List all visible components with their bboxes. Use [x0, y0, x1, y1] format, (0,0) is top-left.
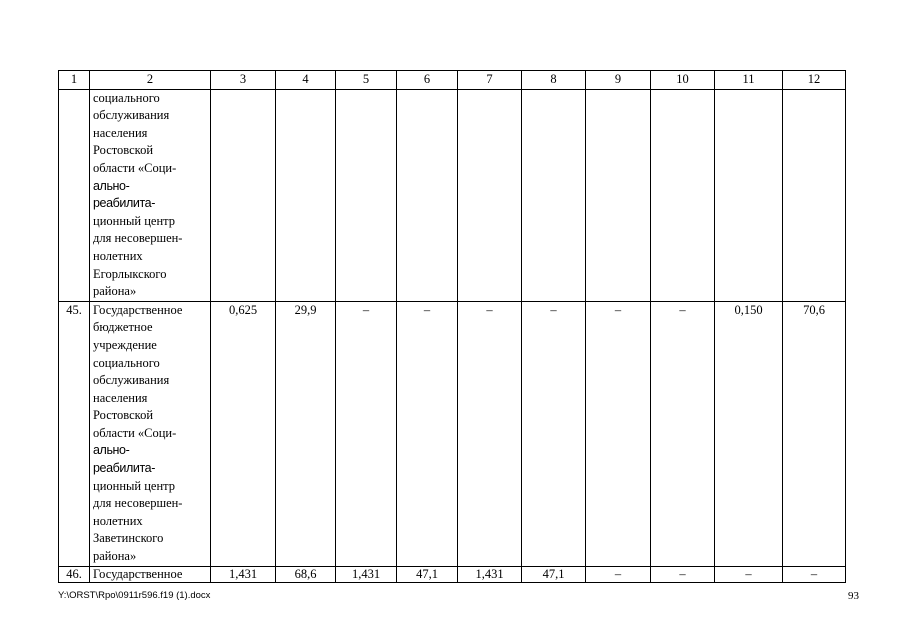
name-line: района»	[93, 549, 137, 564]
institution-name-cell	[90, 566, 211, 582]
value-cell	[522, 89, 586, 301]
value-cell	[276, 89, 336, 301]
name-line: Ростовской	[93, 408, 154, 423]
value-cell: –	[651, 301, 715, 566]
value-cell: 47,1	[522, 566, 586, 582]
name-line: Государственное	[93, 302, 183, 317]
name-line: области «Соци-	[93, 425, 177, 440]
data-table	[58, 70, 846, 583]
value-cell: –	[783, 566, 846, 582]
value-cell: 0,150	[715, 301, 783, 566]
value-cell: –	[522, 301, 586, 566]
value-cell: 1,431	[336, 566, 397, 582]
name-line: нолетних	[93, 248, 143, 263]
table-row	[59, 89, 846, 301]
header-cell: 6	[397, 71, 458, 90]
table-header-row	[59, 71, 846, 90]
name-line: социального	[93, 355, 160, 370]
header-cell: 12	[783, 71, 846, 90]
name-line: нолетних	[93, 513, 143, 528]
value-cell: 47,1	[397, 566, 458, 582]
value-cell	[651, 89, 715, 301]
value-cell: –	[586, 566, 651, 582]
row-number: 45.	[59, 301, 90, 566]
name-line: ально-	[93, 443, 130, 458]
header-cell: 9	[586, 71, 651, 90]
header-cell: 1	[59, 71, 90, 90]
name-line: реабилита-	[93, 461, 155, 476]
name-line: реабилита-	[93, 196, 155, 211]
name-line: для несовершен-	[93, 231, 183, 246]
row-number: 46.	[59, 566, 90, 582]
header-cell: 8	[522, 71, 586, 90]
name-line: населения	[93, 390, 148, 405]
value-cell: 70,6	[783, 301, 846, 566]
value-cell: –	[715, 566, 783, 582]
header-cell: 4	[276, 71, 336, 90]
value-cell	[458, 89, 522, 301]
name-line: Государственное	[93, 566, 183, 581]
value-cell	[336, 89, 397, 301]
name-line: учреждение	[93, 337, 157, 352]
header-cell: 5	[336, 71, 397, 90]
table-row	[59, 566, 846, 582]
value-cell: –	[458, 301, 522, 566]
value-cell: 68,6	[276, 566, 336, 582]
value-cell	[397, 89, 458, 301]
name-line: ально-	[93, 178, 130, 193]
value-cell: 1,431	[458, 566, 522, 582]
header-cell: 2	[90, 71, 211, 90]
value-cell: –	[397, 301, 458, 566]
name-line: для несовершен-	[93, 496, 183, 511]
value-cell	[783, 89, 846, 301]
value-cell	[211, 89, 276, 301]
name-line: области «Соци-	[93, 160, 177, 175]
header-cell: 11	[715, 71, 783, 90]
header-cell: 10	[651, 71, 715, 90]
footer-file-path: Y:\ORST\Rpo\0911r596.f19 (1).docx	[58, 590, 211, 601]
name-line: ционный центр	[93, 478, 176, 493]
name-line: бюджетное	[93, 320, 153, 335]
value-cell: –	[336, 301, 397, 566]
header-cell: 3	[211, 71, 276, 90]
table-row	[59, 301, 846, 566]
name-line: социального	[93, 90, 160, 105]
value-cell: 0,625	[211, 301, 276, 566]
value-cell: –	[586, 301, 651, 566]
institution-name-cell	[90, 89, 211, 301]
name-line: обслуживания	[93, 373, 170, 388]
value-cell	[586, 89, 651, 301]
name-line: обслуживания	[93, 108, 170, 123]
value-cell	[715, 89, 783, 301]
value-cell: 29,9	[276, 301, 336, 566]
name-line: Егорлыкского	[93, 266, 167, 281]
page-number: 93	[848, 590, 859, 602]
name-line: района»	[93, 284, 137, 299]
name-line: Заветинского	[93, 531, 164, 546]
institution-name-cell	[90, 301, 211, 566]
header-cell: 7	[458, 71, 522, 90]
row-number	[59, 89, 90, 301]
value-cell: 1,431	[211, 566, 276, 582]
value-cell: –	[651, 566, 715, 582]
name-line: ционный центр	[93, 213, 176, 228]
name-line: Ростовской	[93, 143, 154, 158]
name-line: населения	[93, 125, 148, 140]
